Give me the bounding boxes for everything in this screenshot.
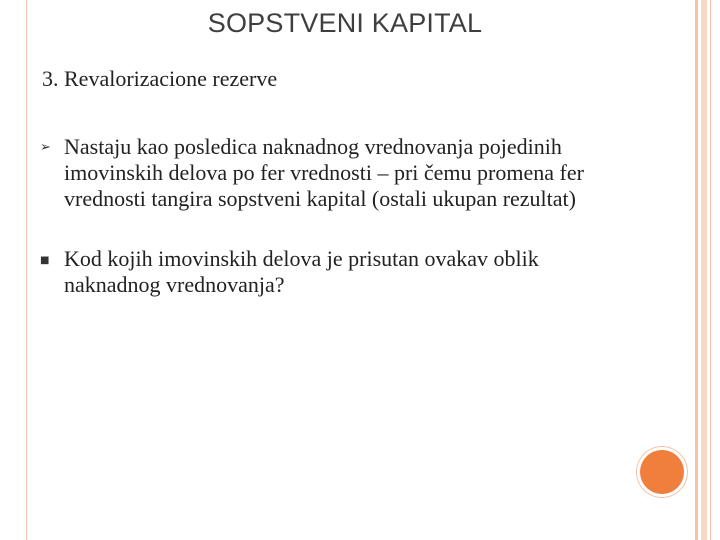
slide-subtitle: 3. Revalorizacione rezerve <box>42 66 278 91</box>
bullet-text: Nastaju kao posledica naknadnog vrednovanja pojedinih imovinskih delova po fer vrednosti – pri čemu promena fer vrednosti tangira sopstveni kapital (ostali ukupan rezultat) <box>64 134 584 211</box>
bullet-item <box>40 246 640 298</box>
decorative-side-stripes <box>696 0 720 540</box>
bullet-list <box>40 134 640 298</box>
bullet-text: Kod kojih imovinskih delova je prisutan ovakav oblik naknadnog vrednovanja? <box>64 246 539 297</box>
slide-title: SOPSTVENI KAPITAL <box>207 8 483 38</box>
square-bullet-icon: ■ <box>40 255 50 266</box>
arrow-bullet-icon: ➢ <box>40 140 51 155</box>
decorative-circle-icon <box>640 450 684 494</box>
stripe-thin <box>696 0 698 540</box>
stripe-medium <box>701 0 707 540</box>
stripe-hairline <box>710 0 711 540</box>
bullet-item <box>40 134 640 212</box>
